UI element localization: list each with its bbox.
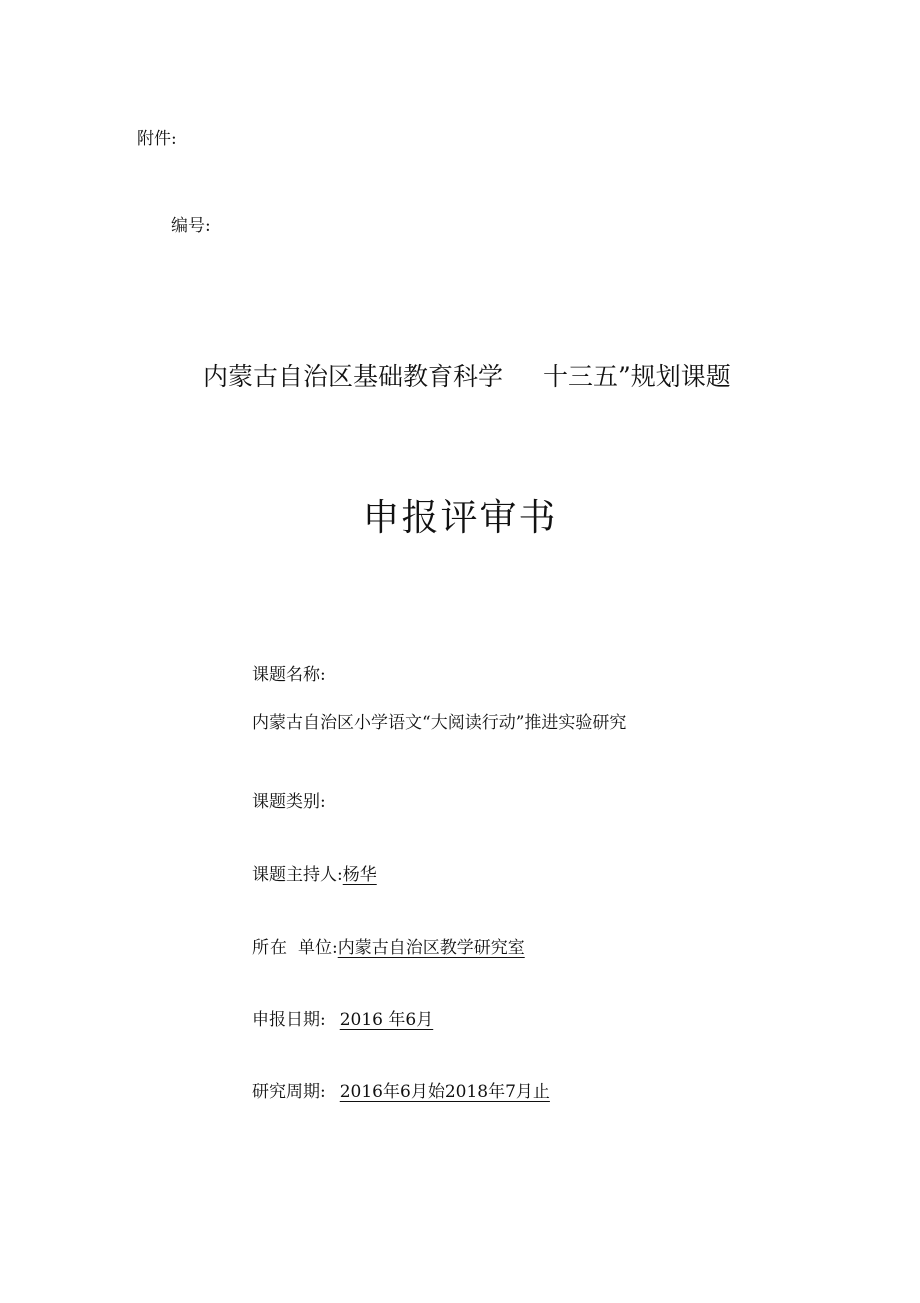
period-row	[252, 1077, 550, 1102]
project-series-title	[203, 357, 731, 393]
number-label: 编号:	[171, 216, 211, 236]
unit-row	[252, 933, 525, 958]
period-value: 2016年6月始2018年7月止	[339, 1082, 550, 1102]
unit-label-a: 所在	[252, 938, 288, 958]
date-row	[252, 1005, 433, 1030]
date-label: 申报日期:	[252, 1010, 326, 1030]
topic-name-value: 内蒙古自治区小学语文“大阅读行动”推进实验研究	[252, 713, 627, 733]
host-label: 课题主持人:	[252, 865, 343, 885]
project-series-title-part1: 内蒙古自治区基础教育科学	[203, 362, 504, 391]
unit-value: 内蒙古自治区教学研究室	[337, 938, 525, 958]
period-label: 研究周期:	[252, 1082, 326, 1102]
document-main-title: 申报评审书	[362, 496, 558, 539]
project-series-title-part2: 十三五”规划课题	[543, 362, 731, 391]
host-row	[252, 860, 377, 885]
topic-name-label: 课题名称:	[252, 665, 326, 685]
unit-label-b: 单位:	[298, 938, 338, 958]
topic-type-label: 课题类别:	[252, 792, 326, 812]
attachment-label: 附件:	[137, 129, 177, 149]
date-value: 2016 年6月	[339, 1010, 434, 1030]
host-value: 杨华	[342, 865, 377, 885]
